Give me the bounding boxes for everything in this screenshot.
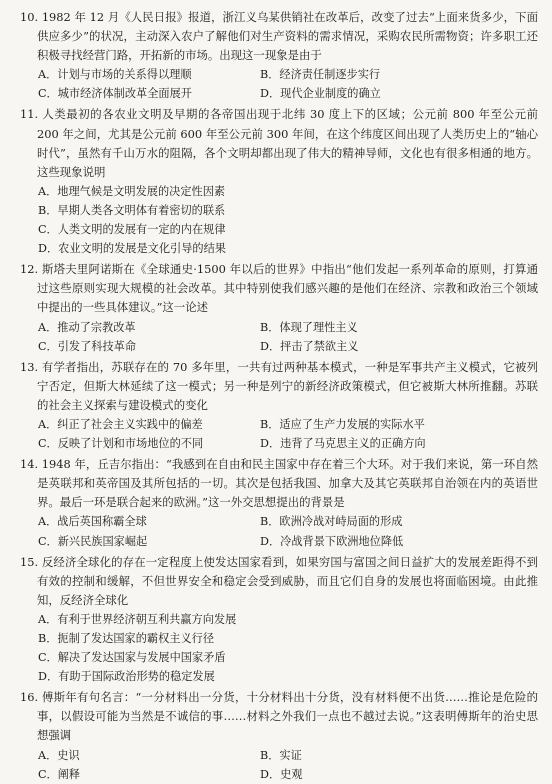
option-a: A．有利于世界经济朝互利共赢方向发展 [38,612,237,626]
question-12 [20,260,538,355]
option-b: B．欧洲冷战对峙局面的形成 [260,515,403,529]
question-stem: 15. 反经济全球化的存在一定程度上使发达国家看到，如果穷国与富国之间日益扩大的发展差距得不到有效的控制和缓解，不但世界安全和稳定会受到威胁，而且它们自身的发展也将面临困境。由此推知，反经济全球化 [20,554,538,607]
option-d: D．有助于国际政治形势的稳定发展 [38,670,215,684]
question-stem: 14. 1948 年，丘吉尔指出：“我感到在自由和民主国家中存在着三个大环。对于我们来说，第一环自然是英联邦和英帝国及其所包括的一切。其次是包括我国、加拿大及其它英联邦自治领在内的英语世界。最后一环是联合起来的欧洲。”这一外交思想提出的背景是 [20,457,538,510]
option-list [20,512,538,550]
question-14 [20,455,538,550]
question-stem: 12. 斯塔夫里阿诺斯在《全球通史·1500 年以后的世界》中指出“他们发起一系列革命的原则，打算通过这些原则实现大规模的社会改革。其中特别使我们感兴趣的是他们在经济、宗教和政治三个领域中提出的一些具体建议。”这一论述 [20,262,538,315]
option-list [20,415,538,453]
option-a: A．计划与市场的关系得以理顺 [38,68,192,82]
question-stem: 10. 1982 年 12 月《人民日报》报道，浙江义乌某供销社在改革后，改变了过去“上面来货多少，下面供应多少”的状况，主动深入农户了解他们对生产资料的需求情况，采购农民所需物资；许多职工还积极寻找经营门路，开拓新的市场。出现这一现象是由于 [20,10,538,63]
option-list [20,65,538,103]
option-list [20,182,538,258]
option-c: C．反映了计划和市场地位的不同 [38,437,204,451]
option-c: C．人类文明的发展有一定的内在规律 [38,223,226,237]
option-list [20,610,538,686]
option-b: B．体现了理性主义 [260,320,358,334]
option-c: C．引发了科技革命 [38,339,137,353]
question-13 [20,358,538,453]
option-list [20,318,538,356]
question-16 [20,688,538,783]
option-c: C．城市经济体制改革全面展开 [38,87,192,101]
option-d: D．冷战背景下欧洲地位降低 [260,534,404,548]
option-a: A．推动了宗教改革 [38,320,136,334]
option-d: D．史观 [260,767,303,781]
option-b: B．早期人类各文明体有着密切的联系 [38,203,226,217]
option-c: C．新兴民族国家崛起 [38,534,148,548]
option-b: B．适应了生产力发展的实际水平 [260,417,425,431]
question-stem: 16. 傅斯年有句名言：“一分材料出一分货，十分材料出十分货，没有材料便不出货……推论是危险的事，以假设可能为当然是不诚信的事……材料之外我们一点也不越过去说。”这表明傅斯年的治史思想强调 [20,690,538,743]
question-11 [20,105,538,258]
option-b: B．实证 [260,748,302,762]
option-d: D．现代企业制度的确立 [260,87,381,101]
question-15 [20,553,538,687]
option-d: D．违背了马克思主义的正确方向 [260,437,426,451]
option-c: C．解决了发达国家与发展中国家矛盾 [38,651,226,665]
option-c: C．阐释 [38,767,81,781]
option-a: A．地理气候是文明发展的决定性因素 [38,184,226,198]
option-b: B．扼制了发达国家的霸权主义行径 [38,632,215,645]
option-a: A．战后英国称霸全球 [38,515,147,529]
question-10 [20,8,538,103]
option-b: B．经济责任制逐步实行 [260,68,381,82]
option-d: D．农业文明的发展是文化引导的结果 [38,242,226,256]
option-a: A．纠正了社会主义实践中的偏差 [38,417,203,431]
option-list [20,746,538,784]
question-stem: 13. 有学者指出，苏联存在的 70 多年里，一共有过两种基本模式，一种是军事共产主义模式，它被列宁否定，但斯大林延续了这一模式；另一种是列宁的新经济政策模式，但它被斯大林所推翻。苏联的社会主义探索与建设模式的变化 [20,359,538,412]
option-d: D．抨击了禁欲主义 [260,339,359,353]
option-a: A．史识 [38,748,80,762]
question-stem: 11. 人类最初的各农业文明及早期的各帝国出现于北纬 30 度上下的区域；公元前 800 年至公元前 200 年之间，尤其是公元前 600 年至公元前 300 年间，在这个纬度区间出现了人类历史上的“轴心时代”，虽然有千山万水的阻隔，各个文明却都出现了伟大的精神导师，文化也有很多相通的地方。这些现象说明 [20,107,538,179]
